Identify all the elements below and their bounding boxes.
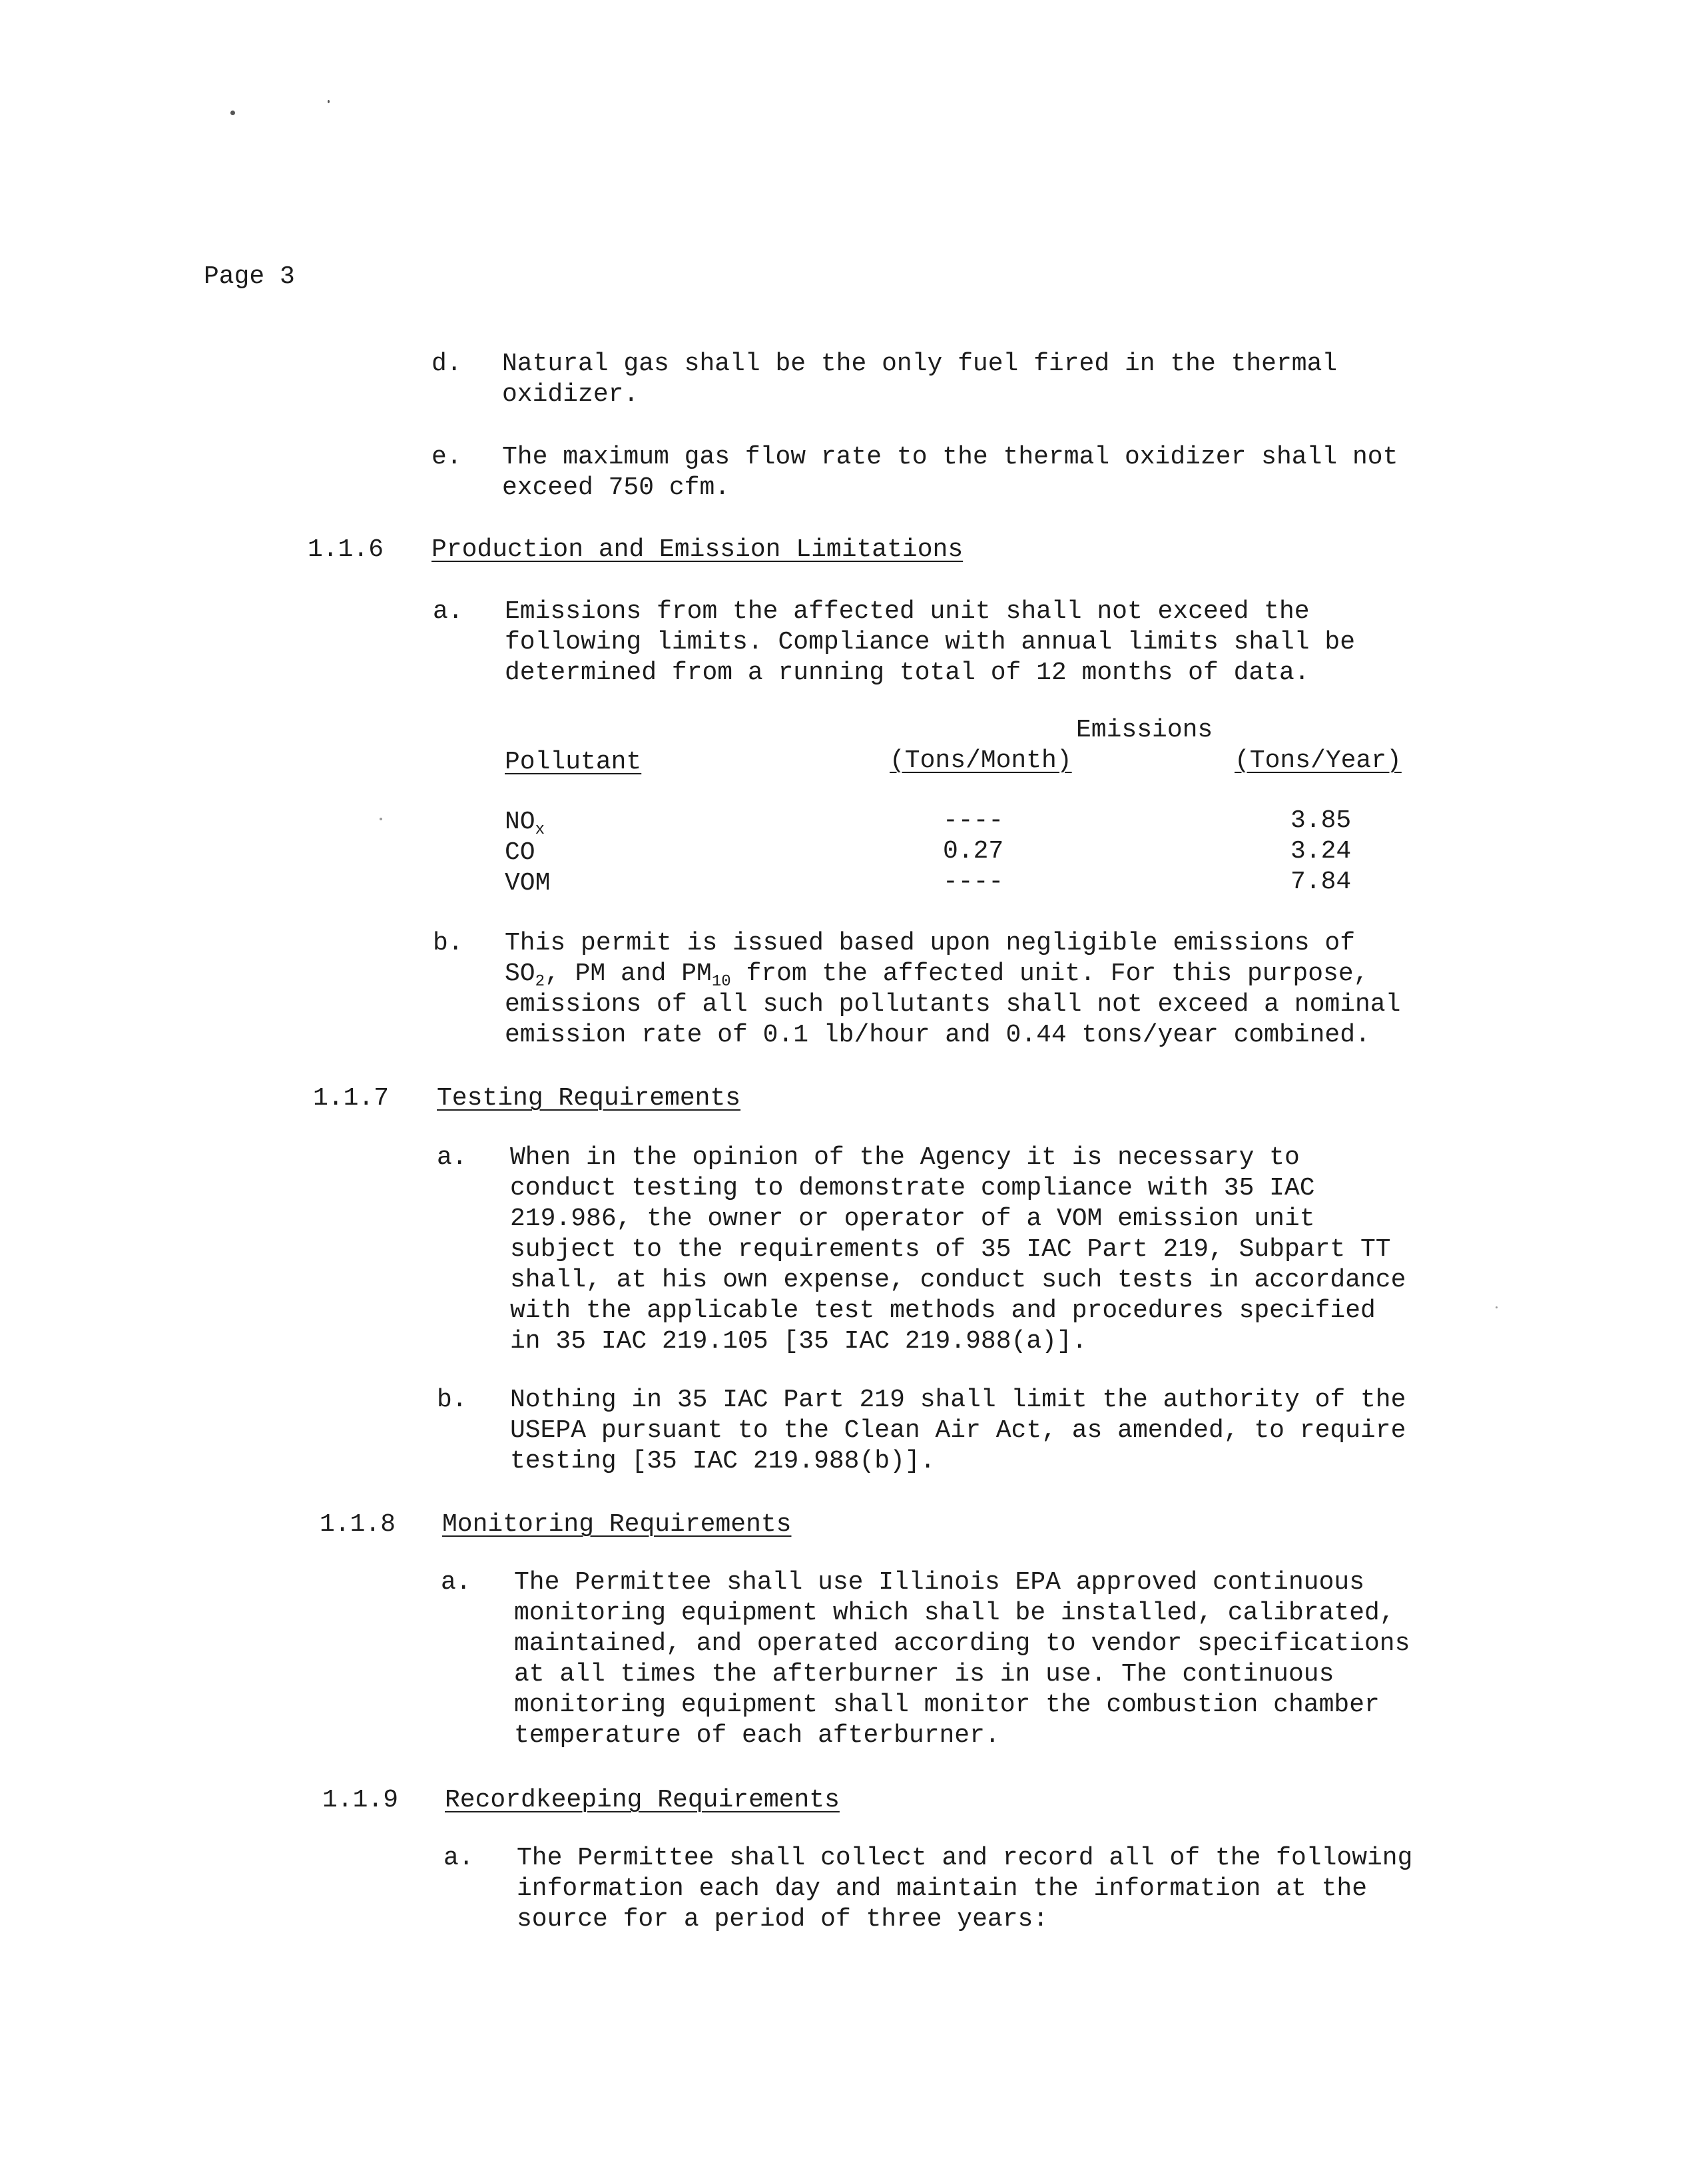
scan-speck <box>1496 1306 1498 1308</box>
item-text: Natural gas shall be the only fuel fired in the thermal oxidizer. <box>502 350 1338 409</box>
table-cell-month: ---- <box>943 868 1004 896</box>
table-cell-month: ---- <box>943 806 1004 835</box>
section-number: 1.1.7 <box>313 1084 390 1113</box>
item-text: The Permittee shall use Illinois EPA approved continuous monitoring equipment which shall be installed, calibrated, maintained, and operated according to vendor specifications at all times the afterburner is in use. The continuous monitoring equipment shall monitor the combustion chamber temperature of each afterburner. <box>514 1568 1410 1750</box>
section-number: 1.1.9 <box>322 1786 399 1814</box>
list-item-a <box>433 597 1565 696</box>
pollutant-name: NO <box>505 808 535 836</box>
table-header-tons-month: (Tons/Month) <box>890 746 1072 775</box>
scan-speck <box>380 818 382 820</box>
scan-speck <box>230 111 235 115</box>
table-cell-pollutant <box>505 807 545 838</box>
item-label: a. <box>437 1143 467 1172</box>
section-title: Production and Emission Limitations <box>431 535 964 564</box>
item-text: Emissions from the affected unit shall not exceed the following limits. Compliance with annual limits shall be determined from a running total of 12 months of data. <box>505 597 1356 687</box>
section-title: Monitoring Requirements <box>442 1510 792 1539</box>
item-label: a. <box>443 1844 474 1872</box>
item-text: The Permittee shall collect and record all of the following information each day and maintain the information at the source for a period of three years: <box>517 1844 1413 1934</box>
text-line: $SO_2$, PM and $PM_{10}$ from the affected unit. For this purpose, <box>505 959 1369 991</box>
section-title: Recordkeeping Requirements <box>445 1786 840 1814</box>
table-cell-year: 3.85 <box>1290 806 1352 835</box>
section-heading-1-1-6 <box>308 534 1173 567</box>
item-label: e. <box>431 443 462 471</box>
table-cell-year: 7.84 <box>1290 868 1352 896</box>
section-heading-1-1-7 <box>313 1083 1179 1116</box>
list-item-d <box>431 349 1563 415</box>
table-cell-pollutant: VOM <box>505 869 551 898</box>
item-text: When in the opinion of the Agency it is necessary to conduct testing to demonstrate compliance with 35 IAC 219.986, the owner or operator of a VOM emission unit subject to the requirements of 35 IAC Part 219, Subpart TT shall, at his own expense, conduct such tests in accordance with the applicable test methods and procedures specified in 35 IAC 219.105 [35 IAC 219.988(a)]. <box>510 1143 1406 1356</box>
list-item-e <box>431 442 1563 509</box>
table-cell-year: 3.24 <box>1290 837 1352 866</box>
item-label: d. <box>431 350 462 378</box>
item-label: b. <box>433 929 463 957</box>
section-title: Testing Requirements <box>437 1084 741 1113</box>
list-item-a <box>443 1843 1615 1943</box>
list-item-a <box>441 1567 1613 1761</box>
item-text <box>505 928 1400 1051</box>
text-line: This permit is issued based upon negligible emissions of <box>505 929 1356 957</box>
text-line: emissions of all such pollutants shall not exceed a nominal <box>505 990 1401 1019</box>
table-cell-month: 0.27 <box>943 837 1004 866</box>
item-text: The maximum gas flow rate to the thermal oxidizer shall not exceed 750 cfm. <box>502 443 1398 502</box>
list-item-a <box>437 1143 1609 1362</box>
list-item-b <box>437 1385 1609 1485</box>
item-label: a. <box>441 1568 471 1597</box>
item-label: a. <box>433 597 463 626</box>
item-text: Nothing in 35 IAC Part 219 shall limit the authority of the USEPA pursuant to the Clean Air Act, as amended, to require testing [35 IAC 219.988(b)]. <box>510 1386 1406 1476</box>
table-cell-pollutant: CO <box>505 838 535 867</box>
section-heading-1-1-8 <box>320 1509 1185 1542</box>
scan-speck <box>328 100 330 103</box>
page-number: Page 3 <box>204 262 295 291</box>
table-group-header: Emissions <box>1076 716 1213 744</box>
table-header-pollutant: Pollutant <box>505 748 642 776</box>
table-header-tons-year: (Tons/Year) <box>1235 746 1402 775</box>
section-heading-1-1-9 <box>322 1784 1188 1818</box>
section-number: 1.1.8 <box>320 1510 396 1539</box>
section-number: 1.1.6 <box>308 535 384 564</box>
pollutant-subscript: x <box>535 821 545 839</box>
text-line: emission rate of 0.1 lb/hour and 0.44 tons/year combined. <box>505 1021 1370 1049</box>
list-item-b <box>433 928 1605 1055</box>
item-label: b. <box>437 1386 467 1414</box>
